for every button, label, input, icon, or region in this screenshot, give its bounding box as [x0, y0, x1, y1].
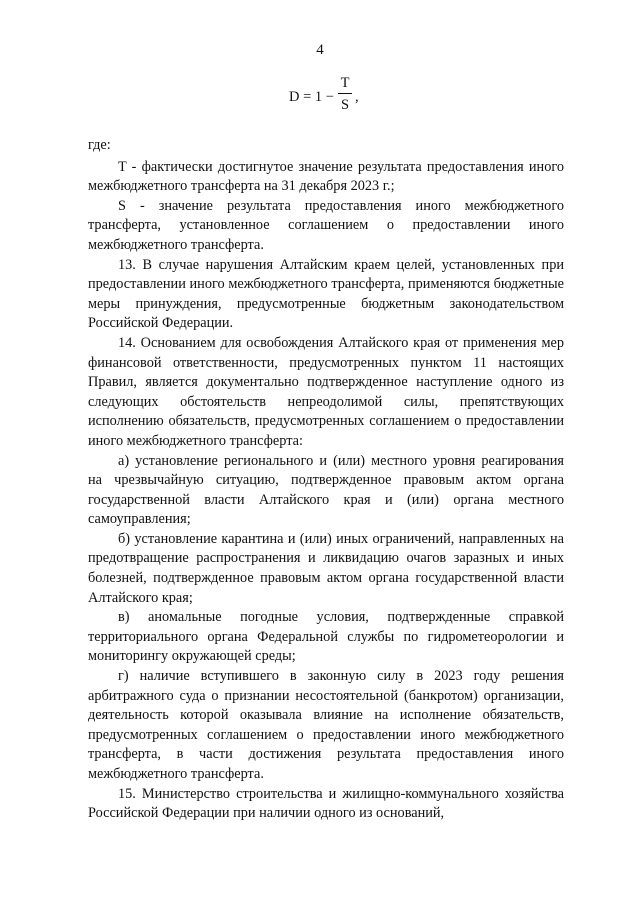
formula-fraction [338, 74, 352, 114]
paragraph-14: 14. Основанием для освобождения Алтайского края от применения мер финансовой ответственности, предусмотренных пунктом 11 настоящих Правил, является документально подтвержденное наступление одного из следующих обстоятельств непреодолимой силы, препятствующих исполнению обязательств, предусмотренных соглашением о предоставлении иного межбюджетного трансферта: [88, 334, 564, 449]
paragraph-s-definition: S - значение результата предоставления иного межбюджетного трансферта, установленное соглашением о предоставлении иного межбюджетного трансферта. [88, 197, 564, 253]
paragraph-14b: б) установление карантина и (или) иных ограничений, направленных на предотвращение распространения и ликвидацию очагов заразных и иных болезней, подтвержденное правовым актом органа государственной власти Алтайского края; [88, 530, 564, 606]
paragraph-14c: в) аномальные погодные условия, подтвержденные справкой территориального органа Федеральной службы по гидрометеорологии и мониторингу окружающей среды; [88, 609, 564, 665]
document-body [88, 136, 564, 824]
formula-fraction-bar [338, 93, 352, 94]
formula-lhs: D = 1 − [289, 89, 334, 105]
paragraph-t-definition: T - фактически достигнутое значение результата предоставления иного межбюджетного трансферта на 31 декабря 2023 г.; [88, 158, 564, 195]
paragraph-where: где: [88, 137, 111, 153]
formula-comma: , [355, 89, 359, 105]
formula-denominator: S [340, 97, 350, 113]
page-number: 4 [316, 42, 324, 58]
paragraph-15: 15. Министерство строительства и жилищно-коммунального хозяйства Российской Федерации при наличии одного из оснований, [88, 785, 564, 822]
paragraph-13: 13. В случае нарушения Алтайским краем целей, установленных при предоставлении иного межбюджетного трансферта, применяются бюджетные меры принуждения, предусмотренные бюджетным законодательством Российской Федерации. [88, 256, 564, 332]
formula-numerator: T [340, 75, 350, 91]
paragraph-14d: г) наличие вступившего в законную силу в 2023 году решения арбитражного суда о признании несостоятельной (банкротом) организации, деятельность которой оказывала влияние на исполнение обязательств, предусмотренных соглашением о предоставлении иного межбюджетного трансферта, в части достижения результата предоставления иного межбюджетного трансферта. [88, 668, 564, 782]
paragraph-14a: а) установление регионального и (или) местного уровня реагирования на чрезвычайную ситуацию, подтвержденное правовым актом органа государственной власти Алтайского края и (или) органа местного самоуправления; [88, 452, 564, 528]
